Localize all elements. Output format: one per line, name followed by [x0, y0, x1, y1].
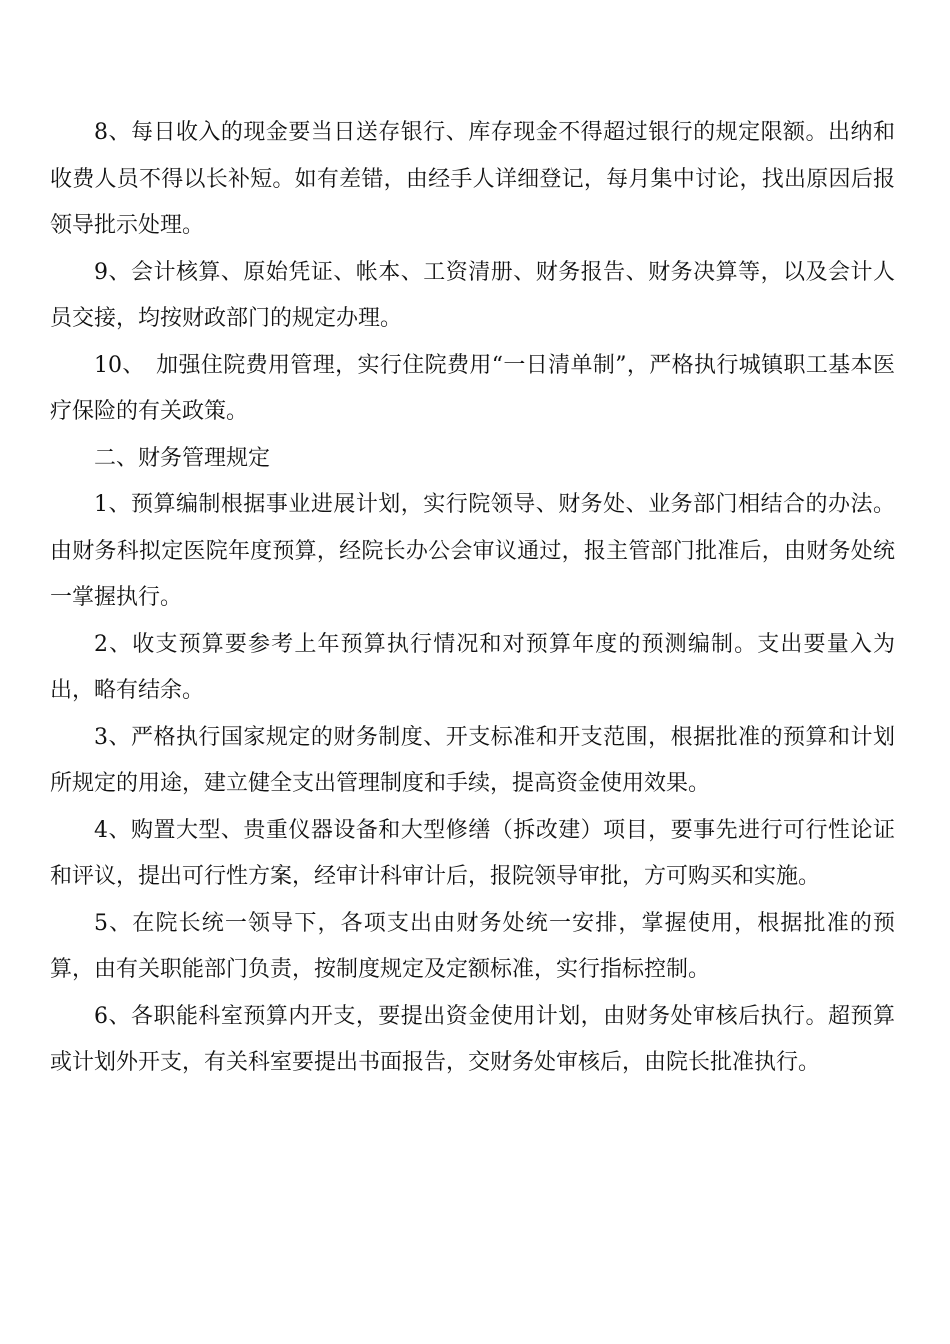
- section-paragraph-6: 6、各职能科室预算内开支，要提出资金使用计划，由财务处审核后执行。超预算或计划外开支，有关科室要提出书面报告，交财务处审核后，由院长批准执行。: [50, 1003, 895, 1075]
- paragraph-item-10: 10、 加强住院费用管理，实行住院费用“一日清单制”，严格执行城镇职工基本医疗保险的有关政策。: [50, 352, 895, 424]
- section-paragraph-1: 1、预算编制根据事业进展计划，实行院领导、财务处、业务部门相结合的办法。由财务科拟定医院年度预算，经院长办公会审议通过，报主管部门批准后，由财务处统一掌握执行。: [50, 492, 895, 610]
- section-paragraph-2: 2、收支预算要参考上年预算执行情况和对预算年度的预测编制。支出要量入为出，略有结余。: [50, 631, 895, 703]
- paragraph-item-9: 9、会计核算、原始凭证、帐本、工资清册、财务报告、财务决算等，以及会计人员交接，均按财政部门的规定办理。: [50, 259, 895, 331]
- section-heading: 二、财务管理规定: [94, 445, 271, 471]
- section-paragraph-5: 5、在院长统一领导下，各项支出由财务处统一安排，掌握使用，根据批准的预算，由有关职能部门负责，按制度规定及定额标准，实行指标控制。: [50, 910, 895, 982]
- section-paragraph-4: 4、购置大型、贵重仪器设备和大型修缮（拆改建）项目，要事先进行可行性论证和评议，提出可行性方案，经审计科审计后，报院领导审批，方可购买和实施。: [50, 817, 895, 889]
- paragraph-item-8: 8、每日收入的现金要当日送存银行、库存现金不得超过银行的规定限额。出纳和收费人员不得以长补短。如有差错，由经手人详细登记，每月集中讨论，找出原因后报领导批示处理。: [50, 120, 895, 238]
- section-paragraph-3: 3、严格执行国家规定的财务制度、开支标准和开支范围，根据批准的预算和计划所规定的用途，建立健全支出管理制度和手续，提高资金使用效果。: [50, 724, 895, 796]
- document-page: [50, 110, 895, 1087]
